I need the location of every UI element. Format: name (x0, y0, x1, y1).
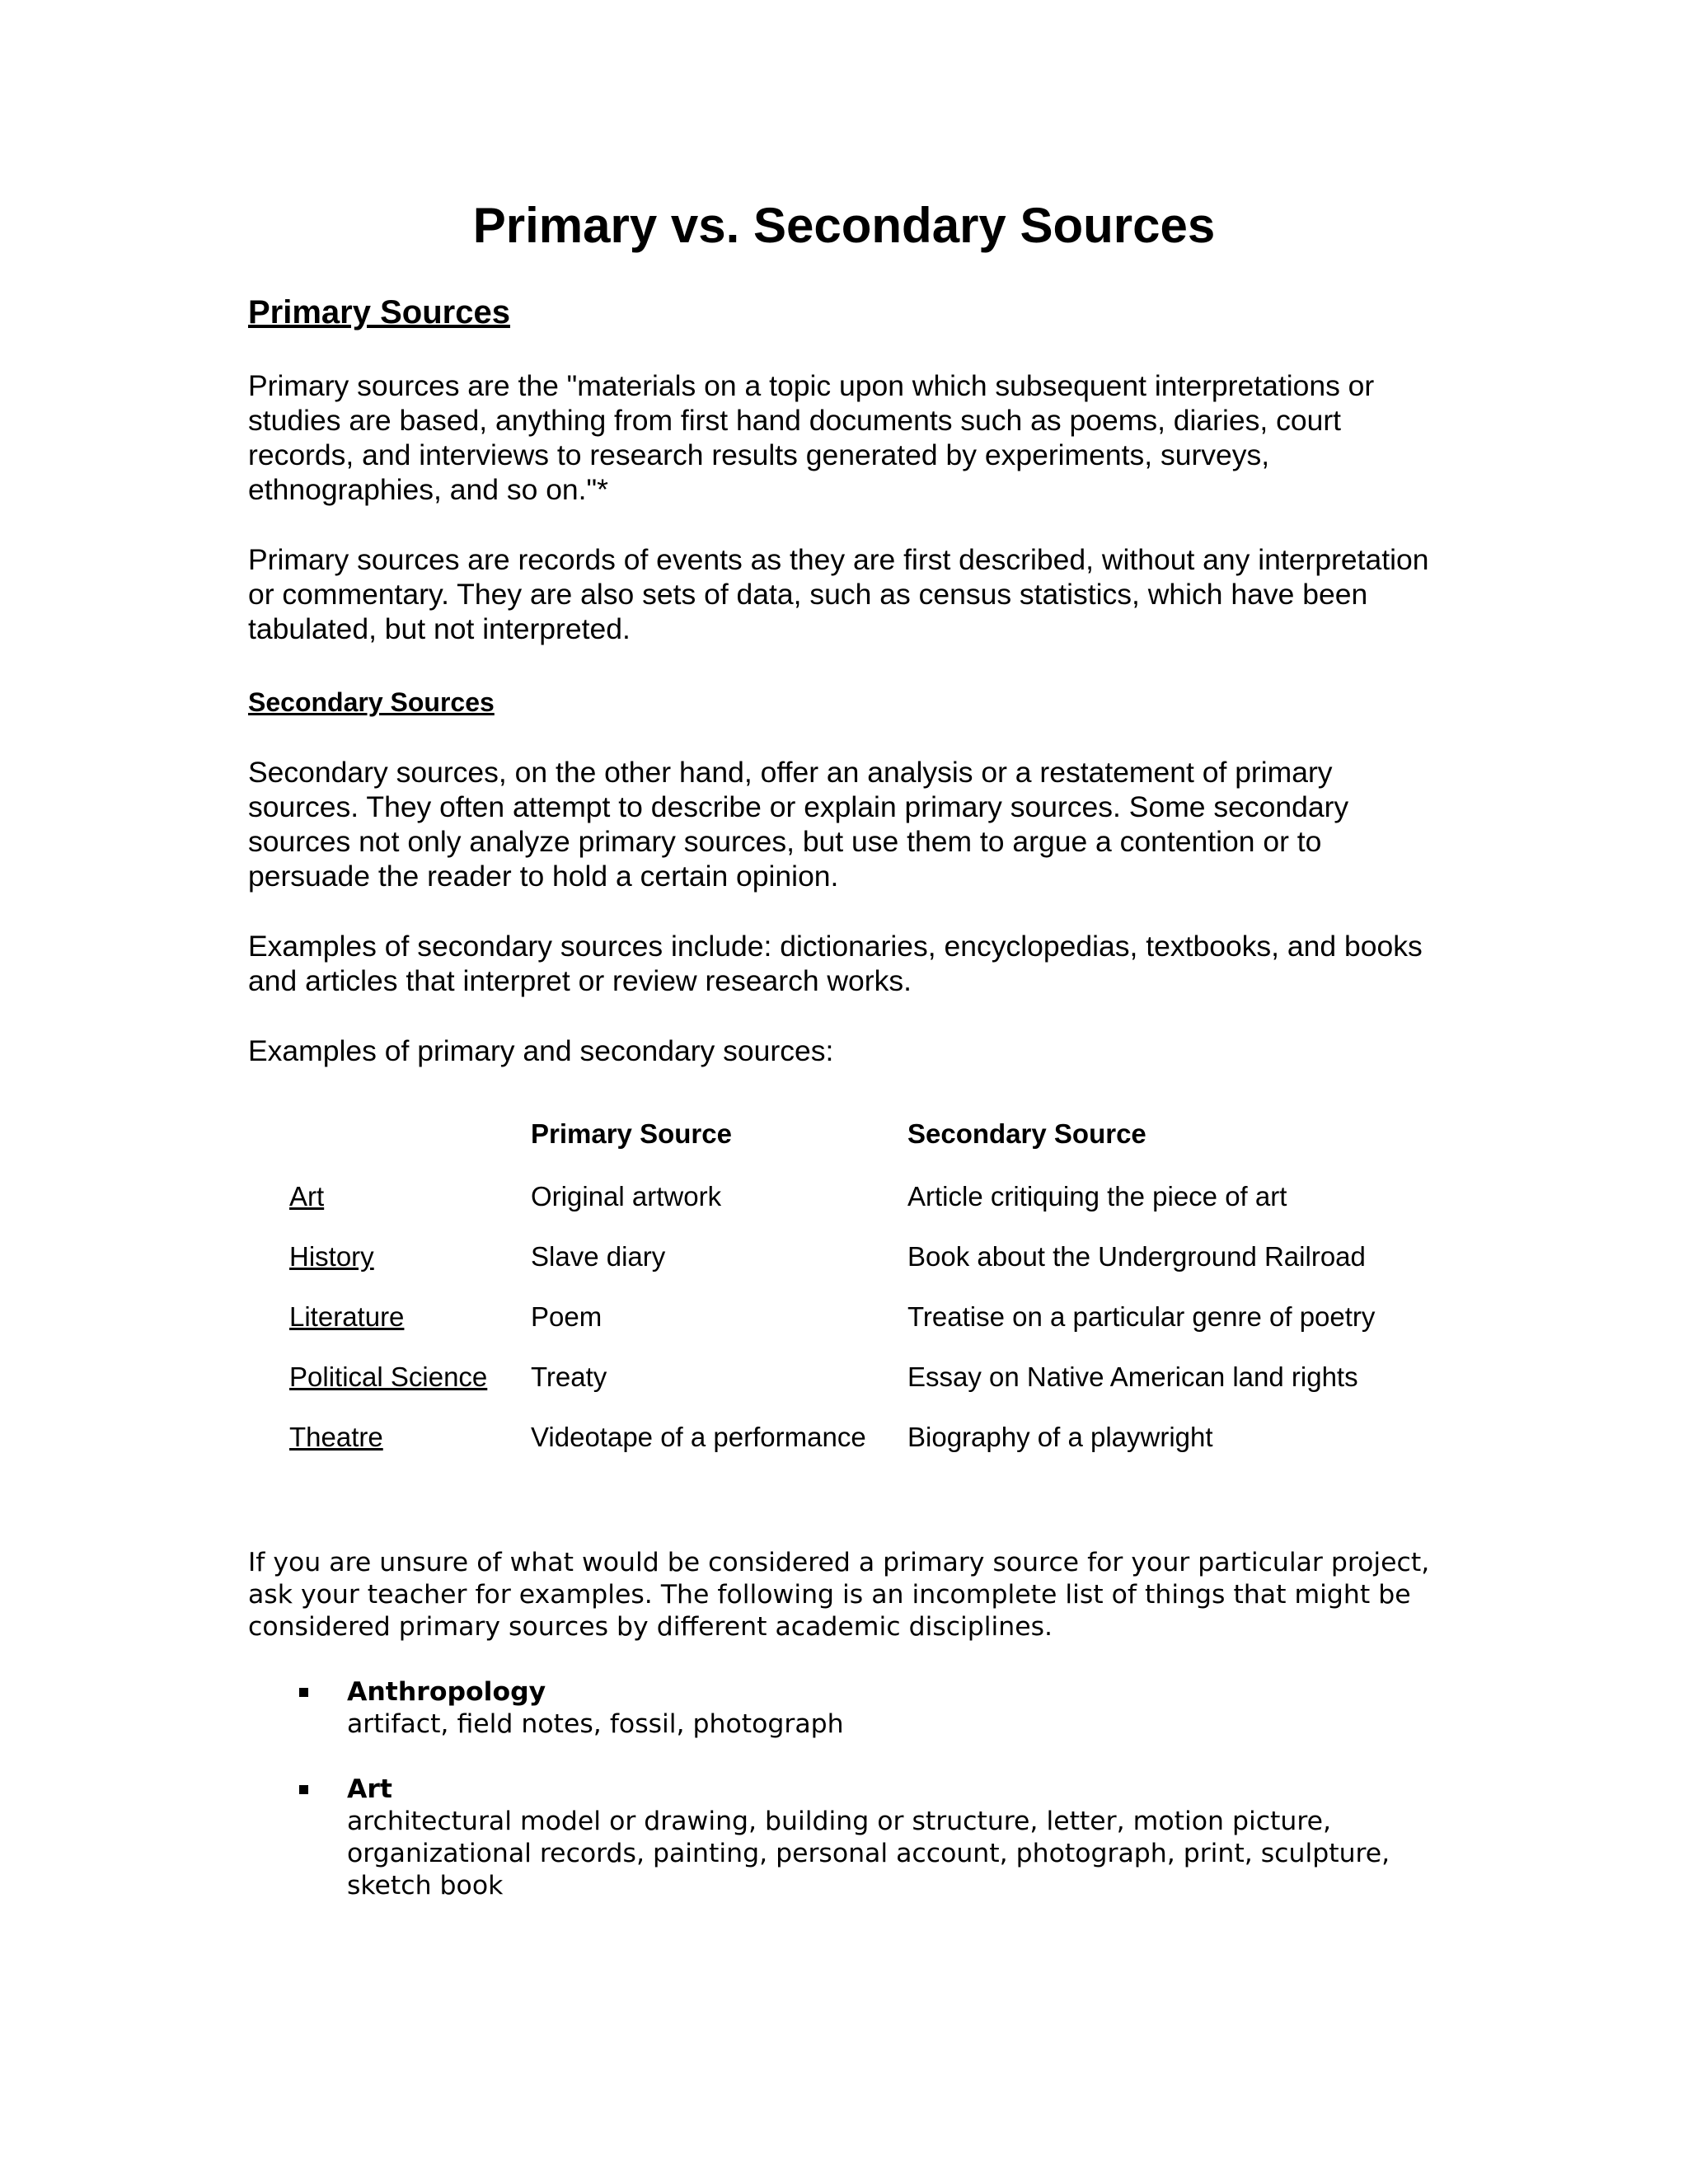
table-cell-primary: Videotape of a performance (531, 1422, 866, 1452)
primary-sources-heading: Primary Sources (248, 294, 510, 330)
closing-paragraph: If you are unsure of what would be considered a primary source for your particular project, ask your teacher for examples. The following is an incomplete list of things that might be considered primary sources by different academic disciplines. (248, 1548, 1430, 1642)
table-cell-subject: Political Science (289, 1361, 488, 1392)
table-cell-secondary: Book about the Underground Railroad (907, 1241, 1366, 1272)
table-cell-subject: Literature (289, 1301, 405, 1332)
page-title: Primary vs. Secondary Sources (472, 198, 1216, 253)
primary-definition-paragraph: Primary sources are the "materials on a topic upon which subsequent interpretations or studies are based, anything from first hand documents such as poems, diaries, court records, and interviews to research results generated by experiments, surveys, ethnographies, and so on."* (248, 369, 1375, 506)
square-bullet-icon (299, 1688, 308, 1697)
table-cell-primary: Treaty (531, 1361, 607, 1392)
table-cell-primary: Original artwork (531, 1181, 722, 1212)
square-bullet-icon (299, 1785, 308, 1794)
table-cell-secondary: Biography of a playwright (907, 1422, 1213, 1452)
table-row (0, 1359, 1688, 1419)
table-cell-secondary: Essay on Native American land rights (907, 1361, 1358, 1392)
table-header-primary: Primary Source (531, 1118, 732, 1149)
discipline-name: Anthropology (347, 1677, 546, 1707)
table-cell-subject: Theatre (289, 1422, 383, 1452)
discipline-items: architectural model or drawing, building or structure, letter, motion picture, organizational records, painting, personal account, photograph, print, sculpture, sketch book (347, 1807, 1390, 1900)
table-row (0, 1419, 1688, 1479)
table-header-secondary: Secondary Source (907, 1118, 1146, 1149)
table-cell-subject: History (289, 1241, 374, 1272)
table-row (0, 1179, 1688, 1239)
table-row (0, 1239, 1688, 1299)
table-cell-primary: Poem (531, 1301, 603, 1332)
table-cell-primary: Slave diary (531, 1241, 666, 1272)
table-row (0, 1299, 1688, 1359)
discipline-name: Art (347, 1774, 392, 1804)
table-cell-secondary: Article critiquing the piece of art (907, 1181, 1287, 1212)
secondary-definition-paragraph: Secondary sources, on the other hand, offer an analysis or a restatement of primary sources. They often attempt to describe or explain primary sources. Some secondary sources not only analyze primary sources, but use them to argue a contention or to persuade the reader to hold a certain opinion. (248, 756, 1349, 893)
table-cell-secondary: Treatise on a particular genre of poetry (907, 1301, 1376, 1332)
secondary-examples-paragraph: Examples of secondary sources include: dictionaries, encyclopedias, textbooks, and books and articles that interpret or review research works. (248, 930, 1423, 997)
table-cell-subject: Art (289, 1181, 325, 1212)
discipline-items: artifact, field notes, fossil, photograph (347, 1709, 844, 1739)
secondary-sources-heading: Secondary Sources (248, 687, 495, 717)
primary-records-paragraph: Primary sources are records of events as they are first described, without any interpretation or commentary. They are also sets of data, such as census statistics, which have been tabulated, but not interpreted. (248, 543, 1429, 645)
table-intro-text: Examples of primary and secondary sources: (248, 1034, 834, 1067)
